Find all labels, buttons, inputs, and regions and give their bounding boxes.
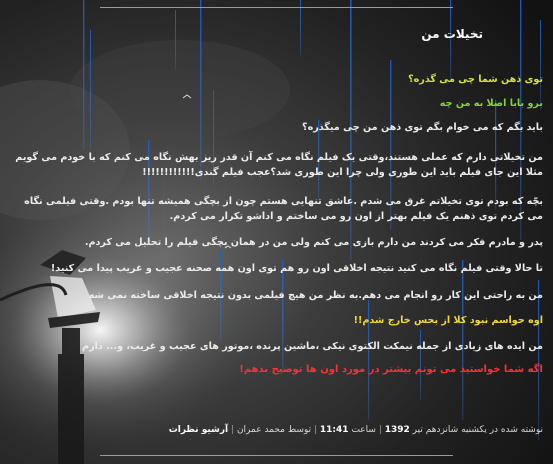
post-paragraph: می کردم توی ذهنم یک فیلم بهتر از اون رو می ساختم و اداشو تکرار می کردم. xyxy=(169,211,543,222)
comments-archive-link[interactable]: آرشیو نظرات xyxy=(168,425,229,435)
post-notice: اوه حواسم نبود کلا از بحس خارج شدم!! xyxy=(353,315,543,326)
post-question: توی ذهن شما چی می گذره؟ xyxy=(408,74,543,85)
time-label: ساعت xyxy=(351,425,376,435)
post-highlight: اگه شما خواستید می تونم بیشتر در مورد اون ها توضیح بدهم! xyxy=(239,364,543,375)
post-paragraph: پدر و مادرم فکر می کردند من دارم بازی می کنم ولی من در همان بچگی فیلم را تحلیل می کردم. xyxy=(84,237,543,248)
post-paragraph: بچّه که بودم توی تخیلاتم غرق می شدم .عاشق تنهایی هستم چون از بچگی همیشه تنها بودم .وقتی فیلمی نگاه xyxy=(24,196,543,207)
time-link[interactable]: 11:41 xyxy=(319,425,349,435)
posted-date: نوشته شده در یکشنبه شانزدهم تیر xyxy=(412,425,543,435)
bottom-divider xyxy=(100,455,453,456)
post-paragraph: من به راحتی این کار رو انجام می دهم.به نظر من هیچ فیلمی بدون نتیجه اخلاقی ساخته نمی شه xyxy=(88,290,543,301)
post-paragraph: من تخیلاتی دارم که عملی هستند،وقتی یک فیلم نگاه می کنم آن قدر ریز بهش نگاه می کنم که با خودم می گویم xyxy=(15,152,543,163)
author: توسط محمد عمران xyxy=(236,425,312,435)
post-paragraph: باید بگم که می خوام بگم توی ذهن من چی میگذره؟ xyxy=(302,122,543,133)
post-reply: برو بابا اصلا به من چه xyxy=(439,98,543,109)
post-title: تخیلات من xyxy=(421,27,483,41)
year-link[interactable]: 1392 xyxy=(384,425,410,435)
post-paragraph: تا حالا وقتی فیلم نگاه می کنید نتیجه اخلاقی اون رو هم توی اون همه صحنه عجیب و غریب پیدا می کنید! xyxy=(50,263,543,274)
post-footer: نوشته شده در یکشنبه شانزدهم تیر 1392 | ساعت 11:41 | توسط محمد عمران | آرشیو نظرات xyxy=(168,425,543,435)
post-paragraph: مثلا این جای فیلم باید این طوری ولی چرا این طوری شد؟عجب فیلم گندی!!!!!!!!!!!! xyxy=(142,167,543,178)
post-paragraph: من ایده های زیادی از جمله نیمکت الکتوی نیکی ،ماشین پرنده ،موتور های عجیب و غریب، و... دارم xyxy=(82,341,543,352)
